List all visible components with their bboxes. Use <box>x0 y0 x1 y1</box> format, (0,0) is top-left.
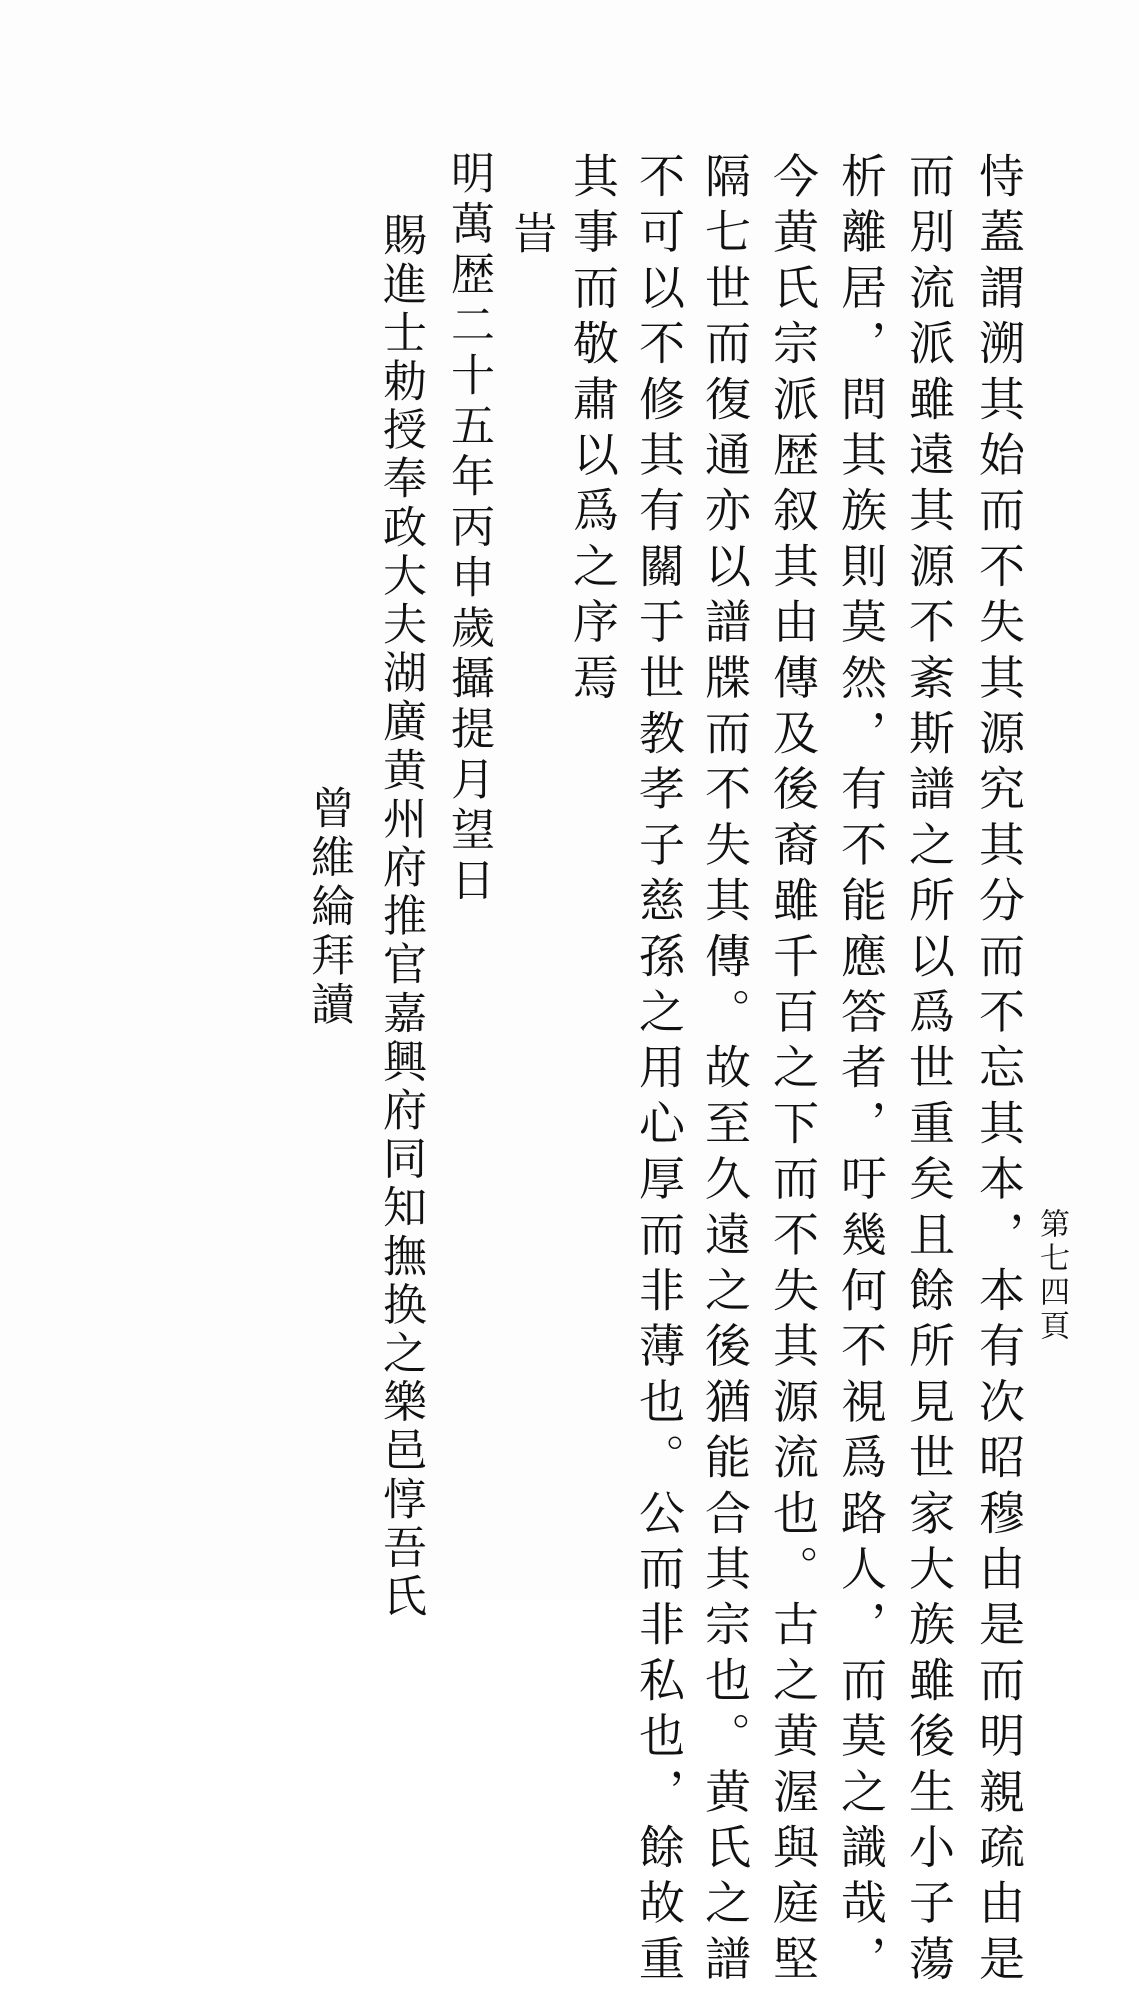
reader-signature: 曾維綸拜讀 <box>303 785 354 1030</box>
page-number: 第七四頁 <box>1034 1208 1069 1344</box>
date-line: 明萬歴二十五年丙申歲攝提月望日 <box>443 150 494 908</box>
text-column-7: 其事而敬肅以爲之序焉 <box>566 152 620 709</box>
author-line: 賜進士勅授奉政大夫湖廣黄州府推官嘉興府同知撫换之樂邑惇吾氏 <box>375 212 426 1622</box>
text-column-1: 恃蓋謂溯其始而不失其源究其分而不忘其本，本有次昭穆由是而明親疏由是 <box>972 152 1026 1990</box>
zhi-mark: 旹 <box>505 210 556 262</box>
text-column-3: 析離居，問其族則莫然，有不能應答者，吁幾何不視爲路人，而莫之識哉， <box>834 152 888 1990</box>
text-column-2: 而別流派雖遠其源不紊斯譜之所以爲世重矣且餘所見世家大族雖後生小子蕩 <box>902 152 956 1990</box>
text-column-4: 今黄氏宗派歴叙其由傳及後裔雖千百之下而不失其源流也。古之黄渥與庭堅 <box>766 152 820 1990</box>
text-column-6: 不可以不修其有關于世教孝子慈孫之用心厚而非薄也。公而非私也，餘故重 <box>632 152 686 1990</box>
text-column-5: 隔七世而復通亦以譜牒而不失其傳。故至久遠之後猶能合其宗也。黄氏之譜 <box>698 152 752 1990</box>
